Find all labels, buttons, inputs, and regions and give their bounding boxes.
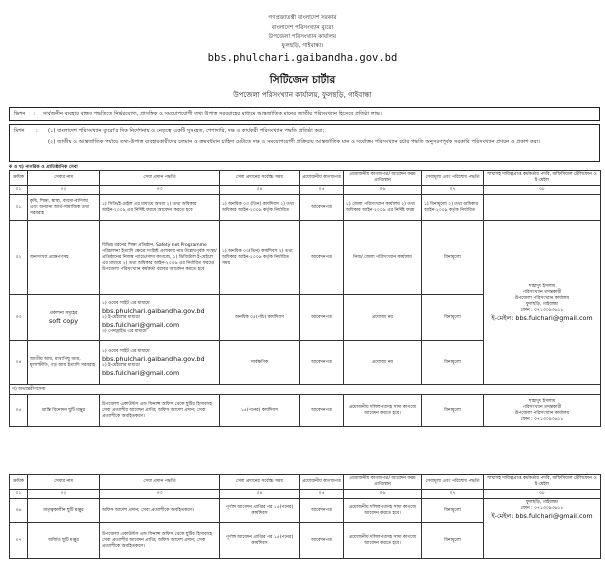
col-header-place: প্রয়োজনীয় কাগজপত্র/ আবেদন ফরম প্রাপ্তিস্থান — [344, 171, 422, 186]
row-time: ১) অনধিক ০৩(তিন) কার্যদিবস ২) তথ্য অধিকার আইন-২০০৯ কর্তৃক নির্ধারিত সময় — [220, 221, 300, 295]
col-header-officer: শাখাসহ দায়িত্বপ্রাপ্ত কর্মকর্তার পদবি, অফিসিয়াল টেলিফোন ও ই-মেইল — [484, 171, 601, 186]
col-header-service-name: সেবার নাম — [28, 171, 100, 186]
officer-email: ই-মেইল: bbs.fulchari@gmail.com — [491, 512, 593, 520]
officer-phone: ফোন : ০৭১৩০৯৩৬১৮ — [520, 307, 564, 313]
row-place: নিজ/ জেলা পরিসংখ্যান কার্যালয় — [344, 221, 422, 295]
column-number-row — [10, 186, 601, 195]
col-header-place: প্রয়োজনীয় কাগজপত্র/ আবেদন ফরম প্রাপ্তিস্থান — [344, 475, 422, 490]
officer-contact-cell — [484, 499, 601, 559]
col-header-time: সেবা প্রদানের সর্বোচ্চ সময় — [220, 475, 300, 490]
col-header-serial: ক্রমিক — [10, 475, 28, 490]
officer-contact-cell — [484, 395, 601, 427]
col-header-documents: প্রয়োজনীয় কাগজপত্র — [300, 171, 344, 186]
services-table — [9, 170, 601, 427]
officer-designation: পরিসংখ্যান তদন্তকারী — [522, 404, 562, 410]
row-serial: ০২ — [10, 221, 28, 295]
row-time: পূর্ণাঙ্গ আবেদন প্রাপ্তির পর ১৫(পনের) কার্যদিবস — [220, 523, 300, 559]
colnum: ০৮ — [484, 490, 601, 499]
colnum: ০২ — [28, 186, 100, 195]
row-documents: আবেদনপত্র — [300, 341, 344, 385]
row-documents: আবেদনপত্র — [300, 523, 344, 559]
officer-phone: ফোন : ০৭১৩০৯৩৬১৮ — [520, 506, 564, 511]
col-header-method: সেবা প্রদান পদ্ধতি — [100, 475, 220, 490]
row-service-name: শ্রান্তি বিনোদন ছুটি মঞ্জুর — [28, 395, 100, 427]
vision-text: সার্বজনীন ব্যবহার বান্ধব পদ্ধতিতে নির্ভরযোগ্য, প্রাসঙ্গিক ও সময়োপযোগী তথ্য উপাত্ত সরবরাহের মাধ্যমে আন্তর্জাতিক মানের জাতীয় পরিসংখ্যান হিসেবে প্রতিষ্ঠা লাভ। — [42, 111, 382, 117]
row-method-line: ২) ই-মেইলের মাধ্যমে — [102, 362, 140, 368]
row-fee: বিনামূল্যে — [422, 341, 484, 385]
row-serial: ০৭ — [10, 523, 28, 559]
row-service-name-line: প্রকাশনা সমূহের — [49, 310, 78, 316]
officer-location: ফুলছড়ি, গাইবান্ধা — [525, 301, 558, 307]
officer-office: উপজেলা পরিসংখ্যান কার্যালয় — [514, 410, 570, 416]
row-service-name: জাতীয় আয়, মাথাপিছু আয়, মূল্যস্ফীতি, গড় আয় ইত্যাদি সরবরাহ — [28, 341, 100, 385]
officer-name: শাহাদুৎ ইসলাম — [528, 398, 556, 404]
row-place: প্রযোজ্য নয় — [344, 341, 422, 385]
column-number-row — [10, 490, 601, 499]
table-row — [10, 499, 601, 523]
colnum: ০৪ — [220, 186, 300, 195]
row-method: বিভিন্ন ধরনের শিক্ষা প্রতিষ্ঠান, Safety net Programme পরিচালনা ইত্যাদি ক্ষেত্রে সংশ্লিষ্ট এলাকার নাম উল্লেখপূর্বক সংস্থা/প্রতিষ্ঠানের নিজস্ব প্যাডে/সাদা কাগজে, ১) ডিজিটাল ই-মেইলে এর মাধ্যমে ২) তথ্য অধিকার আইন-২০০৯ এর নির্ধারিত ফরমে/উপজেলা পরিসংখ্যান কর্মকর্তা বরাবর আবেদন করতে হবে — [100, 221, 220, 295]
row-serial: ০১ — [10, 195, 28, 221]
colnum: ০৬ — [344, 490, 422, 499]
officer-email: ই-মেইল: bbs.fulchari@gmail.com — [491, 313, 593, 322]
officer-contact-cell — [484, 221, 601, 385]
colnum: ০৫ — [300, 490, 344, 499]
row-method — [100, 295, 220, 341]
colnum: ০৩ — [100, 490, 220, 499]
colnum: ০৭ — [422, 186, 484, 195]
row-documents: আবেদনপত্র — [300, 221, 344, 295]
row-method: উপজেলা একাউন্টস এন্ড ফিনান্স অফিস থেকে ছুটির হিসাবসহ সেবা প্রত্যাশীর আবেদন প্রাপ্তি; অফিস আদেশ প্রদান; সেবা প্রত্যাশীকে অবহিতকরণ। — [100, 395, 220, 427]
mission-item-2: (২) জাতীয় ও আন্তর্জাতিক পর্যায়ে তথ্য-উপাত্ত ব্যবহারকারীদের চলমান ও ক্রমবর্ধমান চাহিদা মেটাতে দক্ষ ও সময়োপযোগী প্রক্রিয়ায় আন্তর্জাতিক মান ও সর্বোত্তম পরিসংখ্যান চর্চার পদ্ধতি অনুসরণপূর্বক সরকারি পরিসংখ্যান প্রণয়ন ও প্রকাশ করা। — [48, 139, 540, 145]
colnum: ০১ — [10, 186, 28, 195]
section-citizen-services-title: ক ও খ) নাগরিক ও প্রাতিষ্ঠানিক সেবা — [9, 165, 78, 170]
row-fee: বিনামূল্যে — [422, 295, 484, 341]
col-header-time: সেবা প্রদানের সর্বোচ্চ সময় — [220, 171, 300, 186]
col-header-fee: সেবামূল্য এবং পরিশোধ পদ্ধতি — [422, 171, 484, 186]
row-serial: ০৫ — [10, 395, 28, 427]
page-title: সিটিজেন চার্টার — [269, 74, 336, 86]
row-method-line: ৩) পেনড্রাইভ এর মাধ্যমে — [102, 328, 147, 334]
col-header-fee: সেবামূল্য এবং পরিশোধ পদ্ধতি — [422, 475, 484, 490]
officer-office: উপজেলা পরিসংখ্যান কার্যালয় — [514, 295, 570, 301]
row-method-line: ২) ই-মেইলের মাধ্যমে — [102, 314, 140, 320]
row-serial: ০৬ — [10, 499, 28, 523]
col-header-method: সেবা প্রদান পদ্ধতি — [100, 171, 220, 186]
table-header-row — [10, 171, 601, 186]
officer-location: ফুলছড়ি, গাইবান্ধা — [525, 500, 558, 505]
row-method — [100, 341, 220, 385]
vision-label: ভিশন — [14, 111, 26, 117]
row-place: ১) জেলা পরিসংখ্যান কার্যালয় ২) তথ্য অধিকার আইন-২০০৯ এর নির্দিষ্ট ফরম — [344, 195, 422, 221]
header-govt: গণপ্রজাতন্ত্রী বাংলাদেশ সরকার — [268, 15, 337, 21]
col-header-documents: প্রয়োজনীয় কাগজপত্র — [300, 475, 344, 490]
row-service-name-line: soft copy — [48, 316, 79, 325]
website-link[interactable]: bbs.phulchari.gaibandha.gov.bd — [102, 306, 205, 315]
row-fee: বিনামূল্যে — [422, 523, 484, 559]
row-method: অফিস আদেশ প্রদান; সেবা প্রত্যাশীকে অবহিতকরণ। — [100, 499, 220, 523]
row-method: উপজেলা একাউন্টস এন্ড ফিনান্স অফিস থেকে ছুটির হিসাবসহ সেবা প্রত্যাশীর আবেদন প্রাপ্তি; অফিস আদেশ প্রদান; সেবা প্রত্যাশীকে অবহিতকরণ। — [100, 523, 220, 559]
row-fee: বিনামূল্যে — [422, 221, 484, 295]
header-website: bbs.phulchari.gaibandha.gov.bd — [207, 52, 398, 64]
table-row — [10, 395, 601, 427]
row-serial: ০৩ — [10, 295, 28, 341]
col-header-officer: শাখাসহ দায়িত্বপ্রাপ্ত কর্মকর্তার পদবি, অফিসিয়াল টেলিফোন ও ই-মেইল — [484, 475, 601, 490]
vision-box: ভিশন : সার্বজনীন ব্যবহার বান্ধব পদ্ধতিতে নির্ভরযোগ্য, প্রাসঙ্গিক ও সময়োপযোগী তথ্য উপাত্ত সরবরাহের মাধ্যমে আন্তর্জাতিক মানের জাতীয় পরিসংখ্যান হিসেবে প্রতিষ্ঠা লাভ। — [9, 107, 600, 121]
colnum: ০৩ — [100, 186, 220, 195]
row-service-name: কৃষি, শিক্ষা, স্বাস্থ্য, ব্যবসা-বাণিজ্য এবং অন্যান্য আর্থ-সামাজিক তথ্য সরবরাহ — [28, 195, 100, 221]
row-serial: ০৪ — [10, 341, 28, 385]
mission-box: মিশন : (১) বাংলাদেশ পরিসংখ্যান ব্যুরো'র দিক নির্দেশনায় ও নেতৃত্বে একটি সুসংহত, পেশাদারি, দক্ষ ও কার্যকরী পরিসংখ্যান পদ্ধতি প্রতিষ্ঠা করা; (২) জাতীয় ও আন্তর্জাতিক পর্যায়ে তথ্য-উপাত্ত ব্যবহারকারীদের চলমান ও ক্রমবর্ধমান চাহিদা মেটাতে দক্ষ ও সময়োপযোগী প্রক্রিয়ায় আন্তর্জাতিক মান ও সর্বোত্তম পরিসংখ্যান চর্চার পদ্ধতি অনুসরণপূর্বক সরকারি পরিসংখ্যান প্রণয়ন ও প্রকাশ করা। — [9, 124, 600, 162]
row-time: ১) অনধিক ০৩ (তিন) কার্যদিবস ২) তথ্য অধিকার আইন-২০০৯ কর্তৃক নির্ধারিত — [220, 195, 300, 221]
colnum: ০২ — [28, 490, 100, 499]
section-row — [10, 385, 601, 395]
row-fee: ১) বিনামূল্যে ২) তথ্য অধিকার আইন-২০০৯ কর্তৃক নির্ধারিত — [422, 195, 484, 221]
mission-label: মিশন — [14, 128, 25, 134]
header-location: ফুলছড়ি, গাইবান্ধা। — [281, 43, 324, 49]
colnum: ০৬ — [344, 186, 422, 195]
row-service-name: মাতৃত্বকালীন ছুটি মঞ্জুর — [28, 499, 100, 523]
website-link[interactable]: bbs.phulchari.gaibandha.gov.bd — [102, 354, 205, 363]
officer-phone: ফোন : ০৭১৩০৯৩৬১৮ — [520, 416, 564, 422]
section-internal-services-title: গ) অভ্যন্তরীণসেবা — [10, 385, 601, 395]
table-header-row — [10, 475, 601, 490]
row-service-name: জনসংখ্যা প্রক্ষেপণসহ — [28, 221, 100, 295]
row-documents: আবেদনপত্র — [300, 195, 344, 221]
row-place: প্রয়োজনীয় দলিলপত্রসহ সাদা কাগজে আবেদন করতে হবে। — [344, 395, 422, 427]
email-link[interactable]: bbs.fulchari@gmail.com — [102, 368, 180, 377]
row-documents: আবেদনপত্র — [300, 499, 344, 523]
colnum: ০৮ — [484, 186, 601, 195]
page-subtitle: উপজেলা পরিসংখ্যান কার্যালয়, ফুলছড়ি, গাইবান্ধা — [233, 91, 372, 99]
mission-item-1: (১) বাংলাদেশ পরিসংখ্যান ব্যুরো'র দিক নির্দেশনায় ও নেতৃত্বে একটি সুসংহত, পেশাদারি, দক্ষ ও কার্যকরী পরিসংখ্যান পদ্ধতি প্রতিষ্ঠা করা; — [48, 128, 325, 134]
colnum: ০৭ — [422, 490, 484, 499]
row-place: প্রয়োজনীয় দলিলপত্রসহ সাদা কাগজে আবেদন করতে হবে। — [344, 523, 422, 559]
row-officer-empty — [484, 195, 601, 221]
row-method-line: ১) ওয়েব সাইট এর মাধ্যমে — [102, 300, 150, 306]
row-service-name — [28, 295, 100, 341]
row-documents: আবেদনপত্র — [300, 295, 344, 341]
header-office: উপজেলা পরিসংখ্যান কার্যালয় — [268, 34, 337, 40]
row-method: ১) সিডি/ই-মেইল এর মাধ্যমে অথবা ২) তথ্য অধিকার আইন-২০০৯ এর নির্দিষ্ট ফরমে আবেদন করতে হবে — [100, 195, 220, 221]
officer-name: শাহাদুৎ ইসলাম — [528, 283, 556, 289]
table-row — [10, 221, 601, 295]
col-header-service-name: সেবার নাম — [28, 475, 100, 490]
row-fee: বিনামূল্যে — [422, 395, 484, 427]
row-time: সার্বক্ষণিক — [220, 341, 300, 385]
services-table-page-2 — [9, 474, 601, 559]
row-method-line: ১) ওয়েব সাইট এর মাধ্যমে — [102, 348, 150, 354]
colnum: ০৪ — [220, 490, 300, 499]
row-place: প্রযোজ্য নয় — [344, 295, 422, 341]
header-bureau: বাংলাদেশ পরিসংখ্যান ব্যুরো — [271, 25, 334, 31]
row-fee: বিনামূল্যে — [422, 499, 484, 523]
col-header-serial: ক্রমিক — [10, 171, 28, 186]
row-time: ১৫(পনের) কার্যদিবস — [220, 395, 300, 427]
row-place: প্রয়োজনীয় দলিলপত্রসহ সাদা কাগজে আবেদন করতে হবে। — [344, 499, 422, 523]
colnum: ০১ — [10, 490, 28, 499]
row-time: অনধিক ০৫(পাঁচ) কার্যদিবস — [220, 295, 300, 341]
colnum: ০৫ — [300, 186, 344, 195]
row-documents: আবেদনপত্র — [300, 395, 344, 427]
email-link[interactable]: bbs.fulchari@gmail.com — [102, 320, 180, 329]
table-row — [10, 195, 601, 221]
row-service-name: অর্জিত ছুটি মঞ্জুর — [28, 523, 100, 559]
row-time: পূর্ণাঙ্গ আবেদন প্রাপ্তির পর ১৫(পনের) কার্যদিবস — [220, 499, 300, 523]
officer-designation: পরিসংখ্যান তদন্তকারী — [522, 289, 562, 295]
